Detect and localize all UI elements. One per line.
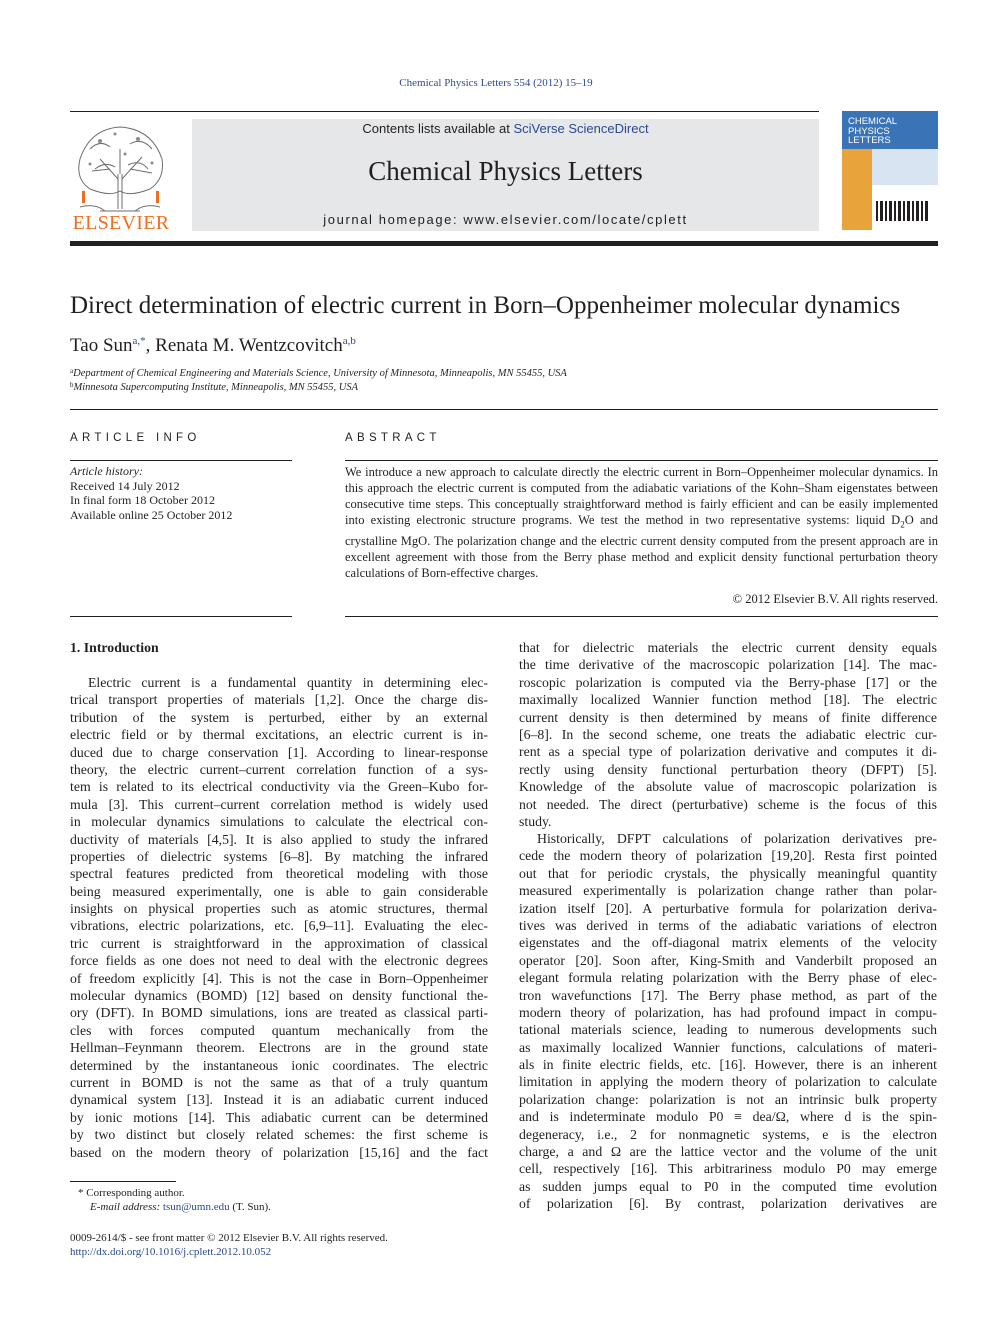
journal-title: Chemical Physics Letters	[368, 156, 643, 186]
body-text-line: charge, a and Ω are the lattice vector and the volume of the unit	[519, 1144, 937, 1160]
body-text-line: dynamical system [13]. Instead it is an adiabatic current induced	[70, 1092, 488, 1108]
body-text-line: maximally localized Wannier function method [18]. The electric	[519, 692, 937, 708]
body-text-line: tational materials science, leading to numerous developments such	[519, 1022, 937, 1038]
body-text-line: electric field or by thermal excitations, an electric current is in-	[70, 727, 488, 743]
affiliation-mark: a	[70, 367, 74, 375]
abstract-part: O and crystalline MgO. The polarization change and the electric current density computed from the present approach are in excellent agreement with those from the Berry phase method and explicit density functional perturbation theory calculations of Born-effective charges.	[345, 513, 938, 580]
cover-artwork	[842, 149, 938, 230]
article-info-heading: ARTICLE INFO	[70, 432, 201, 444]
body-text-line: current in BOMD is not the same as that of a truly quantum	[70, 1074, 488, 1090]
body-text-line: roscopic polarization is computed via the Berry-phase [17] or the	[519, 674, 937, 690]
body-text-line: force fields as one does not need to deal with the electronic degrees	[70, 953, 488, 969]
body-text-line: operator [20]. Soon after, King-Smith and Vanderbilt proposed an	[519, 952, 937, 968]
abstract-heading: ABSTRACT	[345, 432, 441, 444]
cover-title-line: PHYSICS	[848, 125, 890, 137]
body-text-line: polarization change: polarization is not an intrinsic bulk property	[519, 1091, 937, 1107]
body-text-line: by ionic motions [14]. This adiabatic current can be determined	[70, 1109, 488, 1125]
body-text-line: Electric current is a fundamental quantity in determining elec-	[88, 675, 488, 690]
body-text-line: insights on physical properties such as atomic structures, thermal	[70, 901, 488, 917]
body-text-line: of freedom explicitly [4]. This is not the case in Born–Oppenheimer	[70, 970, 488, 986]
author-affiliation-marker[interactable]: a,*	[132, 335, 146, 347]
history-entry: Available online 25 October 2012	[70, 507, 233, 522]
author-name: Tao Sun	[70, 335, 133, 356]
body-text-line: molecular dynamics (BOMD) [12] based on density functional the-	[70, 988, 488, 1004]
body-text-line: cell, respectively [16]. This arbitrariness modulo P0 may emerge	[519, 1161, 937, 1177]
journal-cover-image[interactable]	[842, 111, 938, 230]
divider	[70, 409, 938, 410]
history-entry: In final form 18 October 2012	[70, 493, 215, 507]
affiliation-text: Minnesota Supercomputing Institute, Minneapolis, MN 55455, USA	[73, 382, 359, 393]
author-name: Renata M. Wentzcovitch	[155, 335, 343, 356]
body-text-line: Knowledge of the absolute value of macroscopic polarization is	[519, 779, 937, 795]
article-title: Direct determination of electric current in Born–Oppenheimer molecular dynamics	[70, 292, 901, 319]
body-text-line: ductivity of materials [4,5]. It is also applied to study the infrared	[70, 831, 488, 847]
body-text-line: determined by the instantaneous ionic coordinates. The electric	[70, 1057, 488, 1073]
body-text-line: rectly using density functional perturbation theory (DFPT) [5].	[519, 761, 937, 777]
body-text-line: tric current is straightforward in the approximation of classical	[70, 935, 488, 951]
body-text-line: measured experimentally is polarization change rather than polar-	[519, 883, 937, 899]
email-suffix: (T. Sun).	[232, 1201, 271, 1213]
body-text-line: mula [3]. This current–current correlation method is widely used	[70, 796, 488, 812]
body-text-line: vibrations, electric polarizations, etc. [6,9–11]. Evaluating the elec-	[70, 918, 488, 934]
corresponding-author-note: * Corresponding author.	[78, 1187, 185, 1199]
divider	[70, 616, 292, 617]
body-text-line: ory (DFT). In BOMD simulations, ions are treated as classical parti-	[70, 1005, 488, 1021]
body-text-line: by two distinct but closely related schemes: the first scheme is	[70, 1127, 488, 1143]
body-text-line: eigenstates and the off-diagonal matrix elements of the velocity	[519, 935, 937, 951]
body-text-line: tribution of the system is perturbed, either by an external	[70, 709, 488, 725]
body-text-line: being measured experimentally, one is able to gain considerable	[70, 883, 488, 899]
contents-line	[192, 121, 819, 136]
author-list: Tao Sun$^{a,*}$, Renata M. Wentzcovitch$^{a,b}$	[70, 335, 356, 356]
doi-link[interactable]: http://dx.doi.org/10.1016/j.cplett.2012.10.052	[70, 1246, 272, 1258]
body-text-line: trical transport properties of materials [1,2]. Once the charge dis-	[70, 692, 488, 708]
journal-homepage[interactable]: journal homepage: www.elsevier.com/locate/cplett	[323, 212, 688, 227]
body-text-line: duced due to charge conservation [1]. According to linear-response	[70, 744, 488, 760]
abstract-text	[345, 464, 938, 581]
top-rule	[70, 111, 819, 112]
affiliation-a	[70, 367, 567, 379]
right-body-column-top	[519, 639, 937, 830]
body-text-line: study.	[519, 813, 552, 829]
history-label: Article history:	[70, 464, 143, 478]
body-text-line: Historically, DFPT calculations of polarization derivatives pre-	[537, 831, 937, 846]
body-text-line: current density is then determined by means of finite difference	[519, 709, 937, 725]
body-text-line: the time derivative of the macroscopic polarization [14]. The mac-	[519, 657, 937, 673]
article-history	[70, 464, 292, 522]
email-label: E-mail address:	[90, 1201, 161, 1213]
body-text-line: cles with forces computed quantum mechanically from the	[70, 1022, 488, 1038]
left-body-column	[70, 674, 488, 1161]
right-body-column-bottom	[519, 830, 937, 1213]
affiliation-b	[70, 381, 358, 393]
body-text-line: not needed. The direct (perturbative) scheme is the focus of this	[519, 796, 937, 812]
abstract-subscript: 2	[900, 519, 905, 530]
body-text-line: theory, the electric current–current correlation function of a sys-	[70, 761, 488, 777]
divider	[70, 460, 292, 461]
abstract-part: We introduce a new approach to calculate directly the electric current in Born–Oppenheimer molecular dynamics. In this approach the electric current is computed from the adiabatic variations of the Kohn–Sham eigenstates between consecutive time steps. This conceptually straightforward method is fairly efficient and can be easily implemented into existing electronic structure programs. We test the method in two representative systems: liquid D	[345, 465, 938, 527]
body-text-line: ization itself [20]. A perturbative formula for polarization deriva-	[519, 900, 937, 916]
body-text-line: spectral features predicted from theoretical modeling with those	[70, 866, 488, 882]
cover-title	[848, 117, 934, 146]
header-thick-rule	[70, 241, 938, 246]
body-text-line: rent as a special type of polarization derivative and computes it di-	[519, 744, 937, 760]
body-text-line: as sudden jumps equal to P0 in the computed time evolution	[519, 1178, 937, 1194]
body-text-line: as maximally localized Wannier functions, calculations of materi-	[519, 1039, 937, 1055]
body-text-line: tives was derived in terms of the adiabatic variations of electron	[519, 917, 937, 933]
email-note	[90, 1200, 271, 1214]
body-text-line: of polarization [6]. By contrast, polarization derivatives are	[519, 1196, 937, 1212]
body-text-line: cede the modern theory of polarization [19,20]. Resta first pointed	[519, 848, 937, 864]
author-affiliation-marker[interactable]: a,b	[342, 335, 356, 347]
body-text-line: degeneracy, i.e., 2 for nonmagnetic systems, e is the electron	[519, 1126, 937, 1142]
divider	[345, 616, 938, 617]
history-entry: Received 14 July 2012	[70, 478, 180, 493]
body-text-line: in molecular dynamics simulations to calculate the electrical con-	[70, 814, 488, 830]
footnote-rule	[70, 1181, 176, 1182]
body-text-line: [6–8]. In the second scheme, one treats the adiabatic electric cur-	[519, 726, 937, 742]
body-text-line: als in finite electric fields, etc. [16]. However, there is an inherent	[519, 1057, 937, 1073]
affiliation-mark: b	[70, 381, 74, 389]
issn-line: 0009-2614/$ - see front matter © 2012 Elsevier B.V. All rights reserved.	[70, 1232, 388, 1244]
body-text-line: elegant formula relating polarization with the Berry phase of elec-	[519, 970, 937, 986]
body-text-line: and is indeterminate modulo P0 ≡ dea/Ω, where d is the spin-	[519, 1109, 937, 1125]
body-text-line: out that for periodic crystals, the physically meaningful quantity	[519, 865, 937, 881]
affiliation-text: Department of Chemical Engineering and Materials Science, University of Minnesota, Minneapolis, MN 55455, USA	[73, 368, 567, 379]
contents-prefix: Contents lists available at	[362, 121, 510, 136]
body-text-line: limitation in applying the modern theory of polarization to calculate	[519, 1074, 937, 1090]
elsevier-wordmark: ELSEVIER	[72, 212, 170, 234]
body-text-line: tron wavefunctions [17]. The Berry phase method, as part of the	[519, 987, 937, 1003]
cover-title-line: CHEMICAL	[848, 116, 898, 127]
divider	[345, 460, 938, 461]
section-heading: 1. Introduction	[70, 640, 159, 655]
body-text-line: modern theory of polarization, has had profound impact in compu-	[519, 1004, 937, 1020]
email-link[interactable]: tsun@umn.edu	[162, 1201, 230, 1213]
body-text-line: based on the modern theory of polarization [15,16] and the fact	[70, 1144, 488, 1160]
abstract-copyright: © 2012 Elsevier B.V. All rights reserved.	[732, 592, 938, 606]
cover-title-line: LETTERS	[848, 135, 891, 146]
body-text-line: that for dielectric materials the electric current density equals	[519, 640, 937, 655]
journal-citation[interactable]: Chemical Physics Letters 554 (2012) 15–19	[399, 77, 593, 89]
sciencedirect-link[interactable]: SciVerse ScienceDirect	[513, 121, 649, 136]
body-text-line: properties of dielectric systems [6–8]. By matching the infrared	[70, 848, 488, 864]
body-text-line: Hellman–Feynmann theorem. Electrons are in the ground state	[70, 1040, 488, 1056]
body-text-line: tem is related to its electrical conductivity via the Green–Kubo for-	[70, 779, 488, 795]
